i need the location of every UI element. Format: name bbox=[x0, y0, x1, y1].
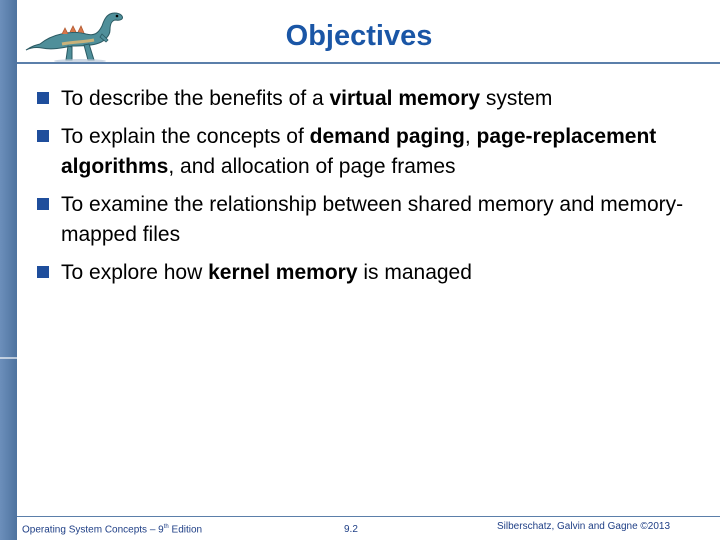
bullet-item bbox=[37, 258, 707, 288]
square-bullet-icon bbox=[37, 92, 49, 104]
footer-divider bbox=[17, 516, 720, 517]
footer-book-title: Operating System Concepts – 9th Edition bbox=[22, 524, 203, 536]
slide-title: Objectives bbox=[285, 20, 433, 52]
bullet-text: To describe the benefits of a virtual memory system bbox=[61, 87, 553, 110]
footer-copyright: Silberschatz, Galvin and Gagne ©2013 bbox=[497, 521, 671, 532]
square-bullet-icon bbox=[37, 130, 49, 142]
bullet-text: To explain the concepts of demand paging, page-replacement algorithms, and allocation of page frames bbox=[61, 125, 657, 178]
bullet-item bbox=[37, 122, 707, 182]
left-bar-divider bbox=[0, 357, 17, 359]
footer-page-number: 9.2 bbox=[344, 524, 358, 535]
header-divider bbox=[17, 62, 720, 64]
dinosaur-logo-icon bbox=[22, 4, 140, 64]
left-accent-bar-top bbox=[0, 0, 17, 358]
left-accent-bar-bottom bbox=[0, 358, 17, 540]
square-bullet-icon bbox=[37, 266, 49, 278]
bullet-item bbox=[37, 84, 707, 114]
bullet-text: To explore how kernel memory is managed bbox=[61, 261, 472, 284]
bullet-item bbox=[37, 190, 707, 250]
square-bullet-icon bbox=[37, 198, 49, 210]
bullet-text: To examine the relationship between shared memory and memory-mapped files bbox=[61, 193, 684, 246]
objectives-list bbox=[37, 84, 707, 296]
